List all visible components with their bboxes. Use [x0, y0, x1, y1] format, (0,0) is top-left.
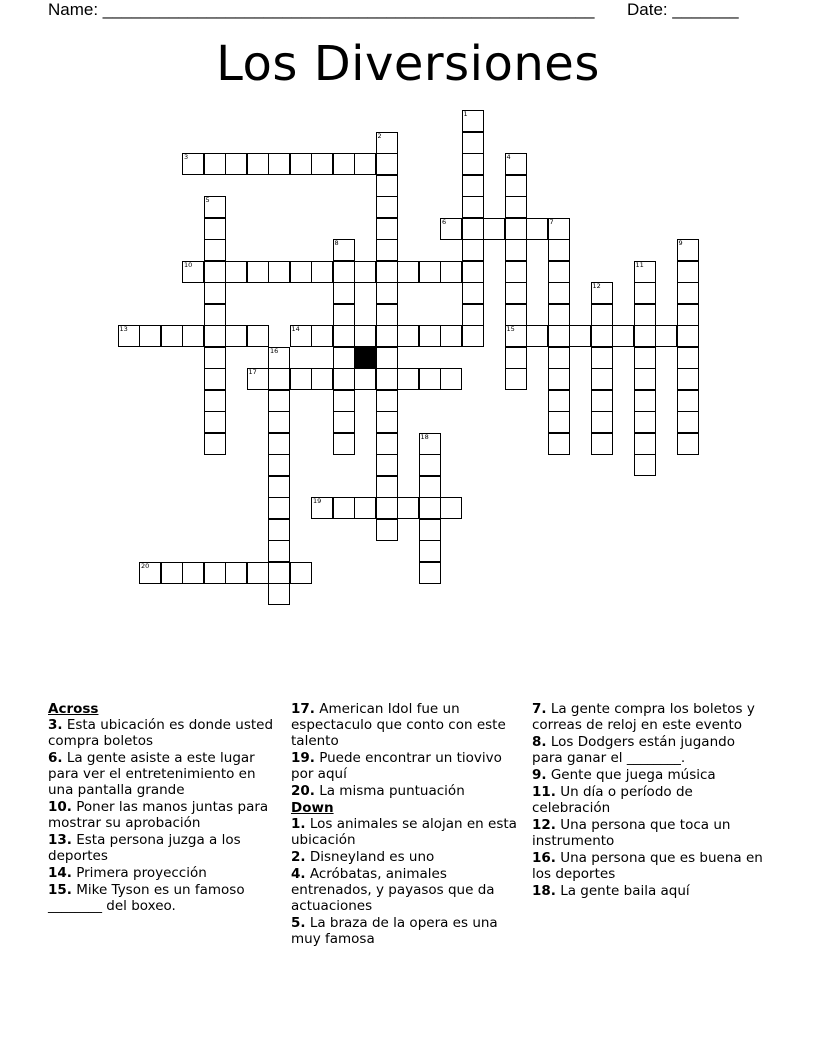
grid-cell[interactable]	[268, 390, 290, 412]
across-clue	[291, 783, 523, 799]
grid-cell[interactable]	[591, 282, 613, 304]
grid-cell[interactable]	[290, 562, 312, 584]
clue-number: 17.	[291, 701, 315, 717]
grid-cell[interactable]	[376, 454, 398, 476]
grid-cell[interactable]	[204, 390, 226, 412]
grid-cell[interactable]	[569, 325, 591, 347]
clue-text: Mike Tyson es un famoso ________ del boxeo.	[48, 882, 245, 914]
grid-cell[interactable]	[204, 196, 226, 218]
grid-cell[interactable]	[376, 411, 398, 433]
grid-cell[interactable]	[376, 218, 398, 240]
down-clue	[532, 701, 764, 733]
grid-cell[interactable]	[440, 368, 462, 390]
grid-cell[interactable]	[333, 325, 355, 347]
grid-cell[interactable]	[548, 239, 570, 261]
grid-cell[interactable]	[376, 519, 398, 541]
grid-cell[interactable]	[333, 390, 355, 412]
clue-number: 19.	[291, 750, 315, 766]
cell-number: 10	[184, 260, 193, 269]
grid-cell[interactable]	[376, 325, 398, 347]
grid-cell[interactable]	[247, 153, 269, 175]
grid-cell[interactable]	[634, 368, 656, 390]
grid-cell[interactable]	[204, 562, 226, 584]
clue-number: 3.	[48, 717, 63, 733]
grid-cell[interactable]	[548, 390, 570, 412]
grid-cell[interactable]	[225, 325, 247, 347]
grid-cell[interactable]	[591, 390, 613, 412]
cell-number: 4	[506, 153, 511, 161]
cell-number: 5	[205, 196, 210, 204]
grid-cell[interactable]	[677, 347, 699, 369]
grid-cell[interactable]	[311, 153, 333, 175]
grid-cell[interactable]	[354, 497, 376, 519]
grid-cell[interactable]	[677, 282, 699, 304]
grid-cell[interactable]	[634, 433, 656, 455]
grid-cell[interactable]	[677, 239, 699, 261]
grid-cell[interactable]	[591, 304, 613, 326]
grid-cell[interactable]	[548, 433, 570, 455]
grid-cell[interactable]	[311, 368, 333, 390]
grid-cell[interactable]	[419, 325, 441, 347]
grid-cell[interactable]	[548, 282, 570, 304]
grid-cell[interactable]	[634, 411, 656, 433]
grid-cell[interactable]	[376, 282, 398, 304]
grid-cell[interactable]	[268, 411, 290, 433]
down-clue	[291, 915, 523, 947]
grid-cell[interactable]	[591, 433, 613, 455]
grid-cell[interactable]	[376, 497, 398, 519]
grid-cell[interactable]	[505, 261, 527, 283]
clue-text: Primera proyección	[76, 865, 207, 881]
grid-cell[interactable]	[505, 325, 527, 347]
grid-cell[interactable]	[440, 325, 462, 347]
grid-cell[interactable]	[677, 304, 699, 326]
grid-cell[interactable]	[612, 325, 634, 347]
grid-cell[interactable]	[376, 347, 398, 369]
down-clue	[532, 817, 764, 849]
clue-text: Puede encontrar un tiovivo por aquí	[291, 750, 502, 782]
cell-number: 11	[635, 260, 644, 269]
grid-cell[interactable]	[182, 261, 204, 283]
grid-cell[interactable]	[634, 325, 656, 347]
grid-cell[interactable]	[419, 562, 441, 584]
cell-number: 8	[334, 239, 339, 247]
cell-number: 15	[506, 325, 515, 333]
grid-cell[interactable]	[462, 261, 484, 283]
down-heading: Down	[291, 800, 334, 816]
grid-cell[interactable]	[311, 261, 333, 283]
grid-cell[interactable]	[591, 325, 613, 347]
grid-cell[interactable]	[376, 261, 398, 283]
down-clue	[532, 850, 764, 882]
grid-cell[interactable]	[440, 261, 462, 283]
grid-cell[interactable]	[591, 368, 613, 390]
grid-cell[interactable]	[376, 153, 398, 175]
clue-text: Los animales se alojan en esta ubicación	[291, 816, 517, 848]
grid-cell[interactable]	[182, 325, 204, 347]
grid-cell[interactable]	[677, 261, 699, 283]
clue-number: 7.	[532, 701, 547, 717]
grid-cell[interactable]	[526, 218, 548, 240]
grid-cell[interactable]	[161, 562, 183, 584]
grid-cell[interactable]	[290, 368, 312, 390]
grid-cell[interactable]	[634, 304, 656, 326]
clues-column-1	[48, 701, 280, 915]
grid-cell[interactable]	[548, 218, 570, 240]
grid-cell[interactable]	[376, 368, 398, 390]
cell-number: 18	[420, 432, 429, 441]
grid-cell[interactable]	[204, 325, 226, 347]
grid-cell[interactable]	[182, 562, 204, 584]
grid-cell[interactable]	[677, 368, 699, 390]
grid-cell[interactable]	[333, 497, 355, 519]
grid-cell[interactable]	[333, 153, 355, 175]
clue-number: 16.	[532, 850, 556, 866]
grid-cell[interactable]	[376, 175, 398, 197]
clue-text: La gente compra los boletos y correas de reloj en este evento	[532, 701, 755, 733]
grid-cell[interactable]	[462, 153, 484, 175]
grid-cell[interactable]	[419, 519, 441, 541]
grid-cell[interactable]	[376, 239, 398, 261]
grid-cell[interactable]	[311, 325, 333, 347]
grid-cell[interactable]	[548, 261, 570, 283]
grid-cell[interactable]	[204, 261, 226, 283]
grid-cell[interactable]	[462, 239, 484, 261]
grid-cell[interactable]	[462, 175, 484, 197]
clue-number: 1.	[291, 816, 306, 832]
clue-number: 18.	[532, 883, 556, 899]
grid-cell[interactable]	[268, 497, 290, 519]
clue-number: 20.	[291, 783, 315, 799]
clue-number: 15.	[48, 882, 72, 898]
clue-text: Esta ubicación es donde usted compra boletos	[48, 717, 274, 749]
clue-text: Esta persona juzga a los deportes	[48, 832, 241, 864]
grid-cell[interactable]	[204, 218, 226, 240]
grid-cell[interactable]	[591, 347, 613, 369]
grid-cell[interactable]	[462, 218, 484, 240]
clue-text: La gente baila aquí	[560, 883, 690, 899]
clue-text: Los Dodgers están jugando para ganar el ________.	[532, 734, 735, 766]
grid-cell[interactable]	[419, 261, 441, 283]
grid-cell[interactable]	[548, 368, 570, 390]
grid-cell[interactable]	[204, 347, 226, 369]
grid-cell[interactable]	[247, 562, 269, 584]
clue-number: 11.	[532, 784, 556, 800]
grid-cell[interactable]	[462, 132, 484, 154]
grid-cell[interactable]	[333, 261, 355, 283]
date-field-label: Date: _______	[627, 0, 739, 19]
grid-cell[interactable]	[677, 325, 699, 347]
grid-cell[interactable]	[483, 218, 505, 240]
grid-cell[interactable]	[268, 153, 290, 175]
grid-cell[interactable]	[548, 325, 570, 347]
clue-number: 10.	[48, 799, 72, 815]
grid-cell[interactable]	[376, 390, 398, 412]
grid-cell[interactable]	[419, 454, 441, 476]
grid-cell[interactable]	[268, 519, 290, 541]
grid-cell[interactable]	[376, 433, 398, 455]
clue-text: La braza de la opera es una muy famosa	[291, 915, 498, 947]
grid-cell[interactable]	[505, 175, 527, 197]
clue-number: 12.	[532, 817, 556, 833]
grid-cell[interactable]	[462, 282, 484, 304]
grid-cell[interactable]	[548, 347, 570, 369]
clue-number: 5.	[291, 915, 306, 931]
grid-cell[interactable]	[376, 196, 398, 218]
grid-cell[interactable]	[462, 110, 484, 132]
grid-cell[interactable]	[354, 153, 376, 175]
grid-cell[interactable]	[440, 497, 462, 519]
grid-cell[interactable]	[419, 476, 441, 498]
across-clue	[48, 832, 280, 864]
clues-column-2	[291, 701, 523, 948]
across-clue	[291, 750, 523, 782]
grid-cell[interactable]	[505, 218, 527, 240]
grid-cell[interactable]	[333, 304, 355, 326]
grid-cell[interactable]	[655, 325, 677, 347]
clue-text: Una persona que es buena en los deportes	[532, 850, 763, 882]
cell-number: 16	[270, 346, 279, 355]
grid-cell[interactable]	[247, 368, 269, 390]
grid-cell[interactable]	[333, 347, 355, 369]
grid-cell[interactable]	[677, 433, 699, 455]
grid-cell[interactable]	[677, 411, 699, 433]
grid-cell[interactable]	[225, 562, 247, 584]
grid-cell[interactable]	[505, 239, 527, 261]
grid-cell[interactable]	[397, 497, 419, 519]
grid-cell[interactable]	[204, 411, 226, 433]
grid-cell[interactable]	[139, 325, 161, 347]
down-clue	[291, 816, 523, 848]
clue-number: 6.	[48, 750, 63, 766]
grid-cell[interactable]	[204, 304, 226, 326]
cell-number: 19	[313, 497, 322, 505]
grid-cell[interactable]	[419, 497, 441, 519]
grid-cell[interactable]	[505, 196, 527, 218]
black-cell	[354, 347, 376, 369]
grid-cell[interactable]	[354, 261, 376, 283]
down-clue	[532, 784, 764, 816]
clue-number: 4.	[291, 866, 306, 882]
clue-number: 8.	[532, 734, 547, 750]
cell-number: 6	[442, 217, 447, 226]
grid-cell[interactable]	[268, 562, 290, 584]
down-clue	[291, 849, 523, 865]
grid-cell[interactable]	[290, 153, 312, 175]
clue-number: 14.	[48, 865, 72, 881]
grid-cell[interactable]	[634, 282, 656, 304]
grid-cell[interactable]	[204, 153, 226, 175]
clue-text: La gente asiste a este lugar para ver el entretenimiento en una pantalla grande	[48, 750, 256, 798]
clue-text: American Idol fue un espectaculo que conto con este talento	[291, 701, 506, 749]
grid-cell[interactable]	[204, 368, 226, 390]
grid-cell[interactable]	[462, 325, 484, 347]
grid-cell[interactable]	[634, 347, 656, 369]
grid-cell[interactable]	[462, 196, 484, 218]
cell-number: 2	[377, 131, 382, 140]
grid-cell[interactable]	[591, 411, 613, 433]
cell-number: 3	[184, 153, 189, 161]
down-clue	[532, 767, 764, 783]
grid-cell[interactable]	[505, 153, 527, 175]
grid-cell[interactable]	[268, 476, 290, 498]
grid-cell[interactable]	[505, 347, 527, 369]
grid-cell[interactable]	[548, 304, 570, 326]
grid-cell[interactable]	[204, 433, 226, 455]
grid-cell[interactable]	[204, 282, 226, 304]
grid-cell[interactable]	[268, 583, 290, 605]
grid-cell[interactable]	[333, 282, 355, 304]
across-clue	[48, 882, 280, 914]
grid-cell[interactable]	[333, 411, 355, 433]
grid-cell[interactable]	[139, 562, 161, 584]
grid-cell[interactable]	[333, 433, 355, 455]
grid-cell[interactable]	[333, 239, 355, 261]
grid-cell[interactable]	[247, 325, 269, 347]
grid-cell[interactable]	[548, 411, 570, 433]
page-title: Los Diversiones	[216, 36, 600, 92]
cell-number: 9	[678, 239, 683, 247]
clues-column-3	[532, 701, 764, 900]
clue-number: 13.	[48, 832, 72, 848]
grid-cell[interactable]	[440, 218, 462, 240]
grid-cell[interactable]	[268, 261, 290, 283]
across-clue	[48, 799, 280, 831]
grid-cell[interactable]	[225, 153, 247, 175]
clue-text: Disneyland es uno	[309, 849, 435, 865]
grid-cell[interactable]	[419, 433, 441, 455]
grid-cell[interactable]	[505, 282, 527, 304]
cell-number: 14	[291, 325, 300, 333]
grid-cell[interactable]	[268, 368, 290, 390]
grid-cell[interactable]	[268, 540, 290, 562]
grid-cell[interactable]	[397, 368, 419, 390]
grid-cell[interactable]	[354, 368, 376, 390]
cell-number: 13	[119, 325, 128, 333]
grid-cell[interactable]	[634, 261, 656, 283]
clue-text: Un día o período de celebración	[532, 784, 693, 816]
grid-cell[interactable]	[268, 433, 290, 455]
grid-cell[interactable]	[204, 239, 226, 261]
grid-cell[interactable]	[462, 304, 484, 326]
grid-cell[interactable]	[376, 304, 398, 326]
across-clue	[48, 717, 280, 749]
grid-cell[interactable]	[419, 540, 441, 562]
grid-cell[interactable]	[376, 476, 398, 498]
grid-cell[interactable]	[505, 368, 527, 390]
grid-cell[interactable]	[161, 325, 183, 347]
grid-cell[interactable]	[268, 347, 290, 369]
cell-number: 12	[592, 282, 601, 290]
grid-cell[interactable]	[290, 261, 312, 283]
clue-number: 2.	[291, 849, 306, 865]
grid-cell[interactable]	[419, 368, 441, 390]
cell-number: 1	[463, 110, 468, 118]
clue-number: 9.	[532, 767, 547, 783]
clue-text: Una persona que toca un instrumento	[532, 817, 731, 849]
grid-cell[interactable]	[225, 261, 247, 283]
grid-cell[interactable]	[118, 325, 140, 347]
grid-cell[interactable]	[311, 497, 333, 519]
cell-number: 7	[549, 217, 554, 226]
grid-cell[interactable]	[634, 390, 656, 412]
grid-cell[interactable]	[354, 325, 376, 347]
grid-cell[interactable]	[526, 325, 548, 347]
grid-cell[interactable]	[290, 325, 312, 347]
cell-number: 17	[248, 368, 257, 376]
grid-cell[interactable]	[397, 261, 419, 283]
down-clue	[532, 883, 764, 899]
grid-cell[interactable]	[634, 454, 656, 476]
clue-text: Gente que juega música	[550, 767, 716, 783]
across-clue	[48, 865, 280, 881]
clue-text: Poner las manos juntas para mostrar su aprobación	[48, 799, 269, 831]
grid-cell[interactable]	[376, 132, 398, 154]
grid-cell[interactable]	[268, 454, 290, 476]
grid-cell[interactable]	[333, 368, 355, 390]
down-clue	[291, 866, 523, 914]
across-heading: Across	[48, 701, 99, 717]
grid-cell[interactable]	[182, 153, 204, 175]
down-clue	[532, 734, 764, 766]
across-clue	[291, 701, 523, 749]
clue-text: La misma puntuación	[319, 783, 465, 799]
grid-cell[interactable]	[397, 325, 419, 347]
cell-number: 20	[141, 561, 150, 570]
grid-cell[interactable]	[247, 261, 269, 283]
across-clue	[48, 750, 280, 798]
grid-cell[interactable]	[505, 304, 527, 326]
name-field-label: Name: ____________________________________________________	[48, 0, 595, 19]
clue-text: Acróbatas, animales entrenados, y payasos que da actuaciones	[291, 866, 495, 914]
grid-cell[interactable]	[677, 390, 699, 412]
